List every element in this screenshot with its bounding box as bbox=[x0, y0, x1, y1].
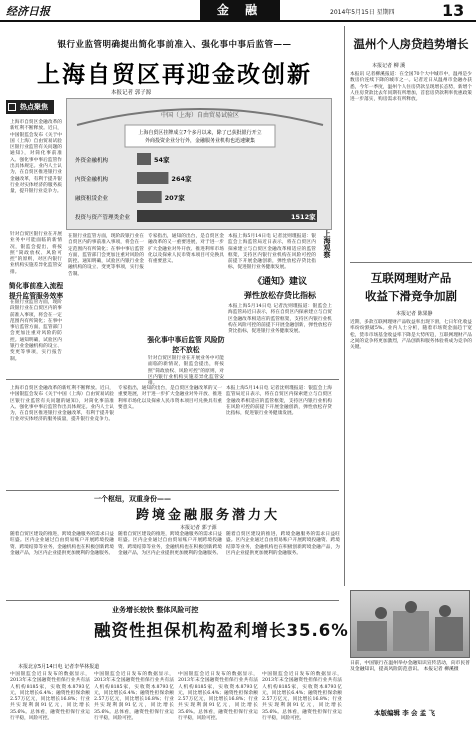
chart-category-label: 外资金融机构 bbox=[75, 158, 109, 164]
chart-value-label: 1512家 bbox=[291, 213, 316, 221]
cross-border-rule bbox=[6, 490, 339, 491]
column-divider bbox=[344, 26, 345, 586]
internet-finance-headline-1: 互联网理财产品 bbox=[370, 271, 452, 285]
news-photo bbox=[350, 590, 470, 658]
viewpoint-vertical-label: 上海观察 bbox=[323, 230, 332, 258]
lead-col-3b: 针对自贸区银行业在开展业务中可能面临的新情况，银监会提出，将按照“简政放权、风险可控”的原则，对区内银行业机构实施差异化监管安排。 bbox=[148, 356, 224, 387]
middle-col-2: 专家指出，通知的出台，是自贸区金融改革的又一重要进展，对于进一步扩大金融业对外开放、推进利率市场化以及探索人民币资本项目可兑换具有重要意义。 bbox=[118, 386, 222, 410]
lead-headline: 上海自贸区再迎金改创新 bbox=[37, 62, 312, 88]
viewpoint-col-top: 本报上海5月14日电 记者沈则瑾报道：银监会上海监管局近日表示，将在自贸区内探索建立与自贸区金融改革相适应的监管框架，支持区内银行业机构在风险可控的前提下开展金融创新，弹性放松存贷比指标，促进银行业务健康发展。 bbox=[228, 234, 316, 271]
lead-col-1b: 针对自贸区银行业在开展业务中可能面临的新情况，银监会提出，将按照“简政放权、风险可控”的原则，对区内银行业机构实施差异化监管安排。 bbox=[10, 232, 62, 275]
viewpoint-col: 本报上海5月14日电 记者沈则瑾报道：银监会上海监管局近日表示，将在自贸区内探索建立与自贸区金融改革相适应的监管框架，支持区内银行业机构在风险可控的前提下开展金融创新，弹性放松存贷比指标，促进银行业务健康发展。 bbox=[228, 304, 332, 335]
chart-bar bbox=[137, 210, 317, 222]
issue-date: 2014年5月15日 星期四 bbox=[330, 9, 395, 16]
wenzhou-headline: 温州个人房贷趋势增长 bbox=[353, 37, 469, 51]
right-rule-1 bbox=[350, 262, 472, 263]
chart-category-label: 内资金融机构 bbox=[75, 177, 109, 183]
cross-border-kicker: 一个枢纽，双重身份—— bbox=[94, 494, 171, 503]
wenzhou-body: 本报讯 记者柳溪报道：在全国70个大中城市中，温州是少数房价连续下降的城市之一。记者近日从温州市金融办获悉，今年一季度，温州个人住房贷款呈现增长态势，新增个人住房贷款比去年同期有所增加，首套房贷款利率优惠政策进一步落实，购房需求有所释放。 bbox=[350, 72, 472, 103]
guarantee-col-3: 中国银监会近日发布的数据显示，2013年末全国融资性担保行业共有法人机构8185家，实收资本8793亿元，同比增长6.4%；融资性担保余额2.57万亿元，同比增长16.8%；行业共实现利润91亿元，同比增长35.6%。总体看，融资性担保行业运行平稳，风险可控。 bbox=[178, 672, 258, 722]
lead-subhead-2: 强化事中事后监管 风险防控不放松 bbox=[147, 336, 225, 354]
wenzhou-byline: 本报记者 柳 溪 bbox=[372, 63, 406, 69]
viewpoint-title: 《通知》建议 bbox=[252, 277, 307, 287]
hotspot-label: 热点聚焦 bbox=[20, 102, 48, 111]
middle-col-1: 上海市自贸区金融改革的新红利不断释放。近日，中国银监会发布《关于中国（上海）自由贸易试验区银行业监管有关问题的通知》，对简化事前准入、强化事中事后监管作出具体规定。业内人士认为，在自贸区推进银行业金融改革，有利于提升银行业对实体经济的服务质量，提升银行业竞争力。 bbox=[10, 386, 114, 423]
cross-border-col-2: 随着自贸区建设的推进，跨境金融服务的需求日益旺盛。区内企业通过自由贸易账户开展跨境投融资、跨境结算等业务，金融机构也在积极创新跨境金融产品，为区内企业提供更加便利的金融服务。 bbox=[118, 532, 222, 556]
lead-col-3: 专家指出，通知的出台，是自贸区金融改革的又一重要进展，对于进一步扩大金融业对外开放、推进利率市场化以及探索人民币资本项目可兑换具有重要意义。 bbox=[148, 234, 224, 265]
photo-illustration bbox=[351, 591, 469, 657]
cross-border-col-1: 随着自贸区建设的推进，跨境金融服务的需求日益旺盛。区内企业通过自由贸易账户开展跨境投融资、跨境结算等业务，金融机构也在积极创新跨境金融产品，为区内企业提供更加便利的金融服务。 bbox=[10, 532, 114, 556]
internet-finance-body: 近期，多款互联网理财产品收益率出现下滑，七日年化收益率纷纷跌破5%。业内人士分析，随着市场资金面趋于宽松，货币市场基金收益率下降是大势所趋，互联网理财产品之间的竞争将更加激烈，产品创新和服务体验将成为竞争的关键。 bbox=[350, 320, 472, 351]
chart-note-line1: 上海自贸区挂牌成立7个多月以来，除了已获批银行开立 bbox=[138, 130, 262, 136]
hotspot-tag bbox=[6, 100, 54, 114]
bottom-rule bbox=[6, 600, 339, 601]
lead-byline: 本报记者 郭子源 bbox=[111, 90, 152, 96]
photo-caption: 日前，中国银行在温州举办金融知识宣传活动，向市民普及金融知识，提高风险防范意识。 本报记者 柳溪摄 bbox=[350, 661, 470, 672]
chart-bar bbox=[137, 172, 168, 184]
lead-kicker: 银行业监管明确提出简化事前准入、强化事中事后监管—— bbox=[57, 40, 292, 50]
chart-value-label: 264家 bbox=[171, 175, 192, 183]
section-title: 金 融 bbox=[200, 0, 280, 20]
guarantee-kicker: 业务增长较快 整体风险可控 bbox=[112, 605, 199, 614]
cross-border-col-3: 随着自贸区建设的推进，跨境金融服务的需求日益旺盛。区内企业通过自由贸易账户开展跨境投融资、跨境结算等业务，金融机构也在积极创新跨境金融产品，为区内企业提供更加便利的金融服务。 bbox=[226, 532, 340, 556]
cross-border-headline: 跨境金融服务潜力大 bbox=[136, 508, 281, 523]
bar-chart bbox=[67, 99, 332, 230]
chart-banner: 中国（上海）自由贸易试验区 bbox=[160, 112, 240, 119]
middle-col-3: 本报上海5月14日电 记者沈则瑾报道：银监会上海监管局近日表示，将在自贸区内探索建立与自贸区金融改革相适应的监管框架，支持区内银行业机构在风险可控的前提下开展金融创新，弹性放松存贷比指标，促进银行业务健康发展。 bbox=[226, 386, 332, 417]
guarantee-col-2: 中国银监会近日发布的数据显示，2013年末全国融资性担保行业共有法人机构8185家，实收资本8793亿元，同比增长6.4%；融资性担保余额2.57万亿元，同比增长16.8%；行业共实现利润91亿元，同比增长35.6%。总体看，融资性担保行业运行平稳，风险可控。 bbox=[94, 672, 174, 722]
paper-name: 经济日报 bbox=[6, 5, 50, 18]
hotspot-icon bbox=[8, 103, 16, 111]
cross-border-byline: 本报记者 郭子源 bbox=[180, 525, 217, 531]
viewpoint-subtitle: 弹性放松存贷比指标 bbox=[244, 290, 316, 300]
chart-category-label: 投资与资产管理类企业 bbox=[75, 215, 131, 221]
internet-finance-headline-2: 收益下滑竞争加剧 bbox=[365, 289, 457, 303]
guarantee-headline: 融资性担保机构盈利增长35.6% bbox=[94, 621, 349, 640]
lead-col-1c: 在银行业监管方面，现阶段银行业在自贸区内的事前准入事项，将会在一定范围内有所简化；在事中事后监管方面，监管部门会更加注重对风险的防控。通知明确，试验区内银行业金融机构的设立、变更等事项，实行报告制。 bbox=[10, 300, 62, 362]
lead-col-2: 在银行业监管方面，现阶段银行业在自贸区内的事前准入事项，将会在一定范围内有所简化；在事中事后监管方面，监管部门会更加注重对风险的防控。通知明确，试验区内银行业金融机构的设立、变更等事项，实行报告制。 bbox=[68, 234, 144, 277]
page-editors: 本版编辑 李 会 孟 飞 bbox=[374, 709, 436, 717]
page-number: 13 bbox=[442, 1, 465, 20]
chart-bar bbox=[137, 153, 151, 165]
chart-value-label: 54家 bbox=[154, 156, 170, 164]
lead-subhead-1: 简化事前准入流程 提升监管服务效率 bbox=[8, 282, 64, 300]
chart-bar bbox=[137, 191, 162, 203]
chart-category-label: 融资租赁企业 bbox=[75, 196, 109, 202]
masthead bbox=[0, 0, 476, 22]
chart-value-label: 207家 bbox=[164, 194, 185, 202]
infographic-chart bbox=[66, 98, 332, 230]
chart-note-line2: 外商投资企业分行外，金融服务业机构也迅速聚集 bbox=[144, 138, 256, 144]
lead-col-1: 上海市自贸区金融改革的新红利不断释放。近日，中国银监会发布《关于中国（上海）自由贸易试验区银行业监管有关问题的通知》，对简化事前准入、强化事中事后监管作出具体规定。业内人士认为，在自贸区推进银行业金融改革，有利于提升银行业对实体经济的服务质量，提升银行业竞争力。 bbox=[10, 120, 62, 195]
guarantee-col-4: 中国银监会近日发布的数据显示，2013年末全国融资性担保行业共有法人机构8185家，实收资本8793亿元，同比增长6.4%；融资性担保余额2.57万亿元，同比增长16.8%；行业共实现利润91亿元，同比增长35.6%。总体看，融资性担保行业运行平稳，风险可控。 bbox=[262, 672, 342, 722]
guarantee-byline: 本报北京5月14日电 记者李华林报道 bbox=[18, 664, 100, 670]
internet-finance-byline: 本报记者 陈果静 bbox=[396, 311, 433, 317]
guarantee-col-1: 中国银监会近日发布的数据显示，2013年末全国融资性担保行业共有法人机构8185家，实收资本8793亿元，同比增长6.4%；融资性担保余额2.57万亿元，同比增长16.8%；行业共实现利润91亿元，同比增长35.6%。总体看，融资性担保行业运行平稳，风险可控。 bbox=[10, 672, 90, 722]
